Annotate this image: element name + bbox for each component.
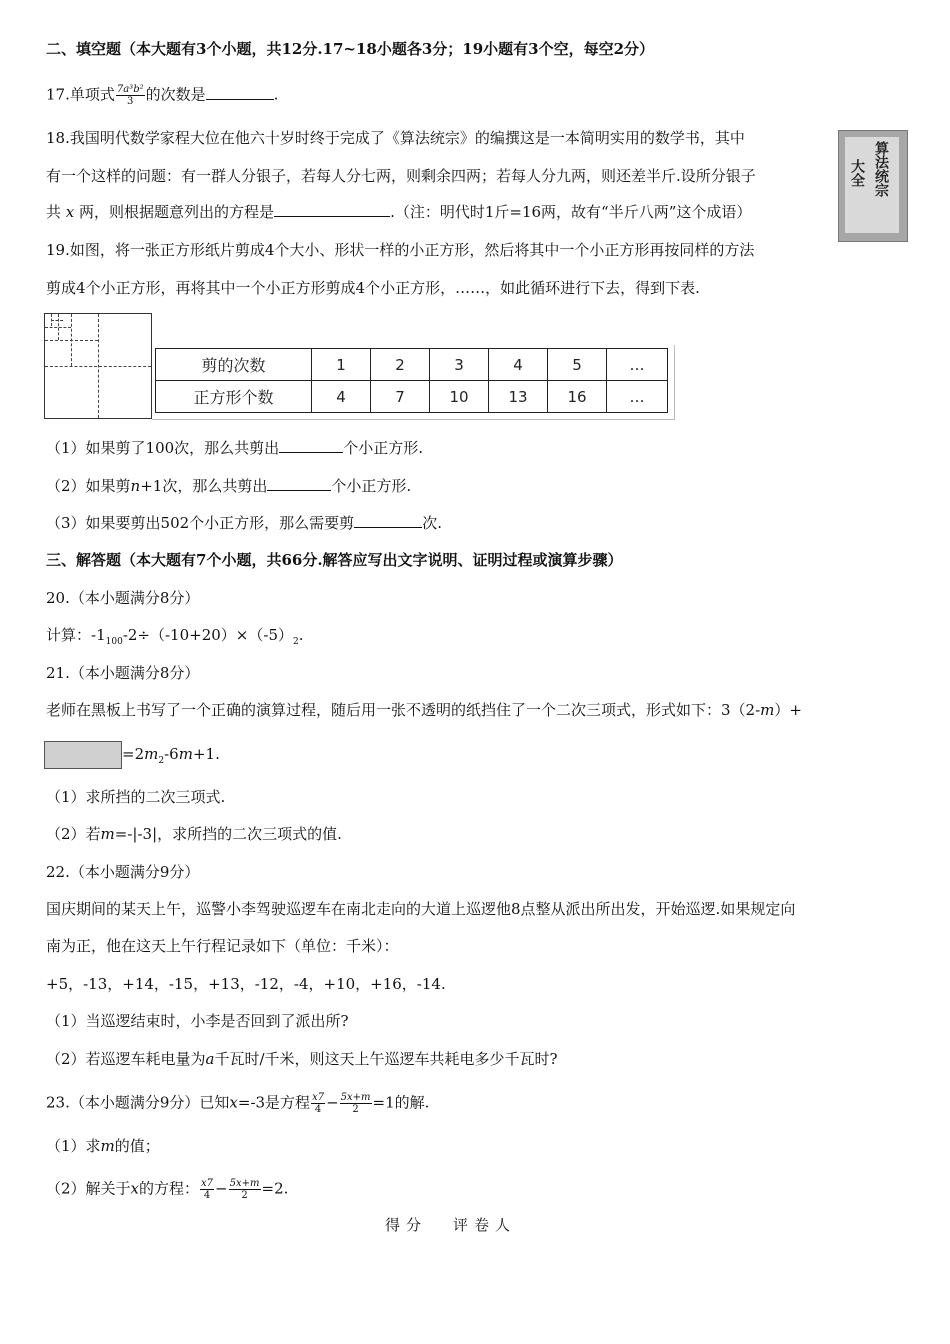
q17-frac-num: 7a³b² [116,84,144,95]
q19-p1-tail: 个小正方形. [343,439,423,457]
score-label: 得分 [385,1216,428,1234]
cut-line [71,314,72,366]
q23-p1-text: （1）求 [46,1137,101,1155]
q21-title: 21.（本小题满分8分） [46,664,200,682]
q22-part-2 [46,1049,558,1069]
q19-part-2 [46,476,411,496]
q17-end: . [273,85,279,104]
frac-den: 4 [314,1104,322,1115]
q19-p2-mid: +1次，那么共剪出 [140,477,268,495]
frac-den: 2 [241,1190,248,1201]
q20-text-a: 计算：-1 [46,626,106,644]
q21-part-2 [46,824,342,844]
q20-title: 20.（本小题满分8分） [46,589,200,607]
q22-p2-text: （2）若巡逻车耗电量为 [46,1050,206,1068]
q21-eq-c: +1. [192,745,220,763]
frac-num: 5x+m [229,1178,260,1189]
cut-line [51,314,52,326]
q17-frac-den: 3 [127,96,134,107]
square-cut-figure [44,313,152,419]
q20-expression [46,625,304,652]
q21-p2-tail: =-|-3|，求所挡的二次三项式的值. [114,825,342,843]
q18-line-1: 18.我国明代数学家程大位在他六十岁时终于完成了《算法统宗》的编撰这是一本简明实用的数学书，其中 [46,129,745,147]
q18-line-2: 有一个这样的问题：有一群人分银子，若每人分七两，则剩余四两；若每人分九两，则还差半斤.设所分银子 [46,167,756,185]
q17-suffix: 的次数是 [145,85,206,104]
q19-part-1 [46,438,423,458]
cell-cuts: 1 [312,349,371,381]
answer-blank[interactable] [354,513,422,528]
q19-line-1: 19.如图，将一张正方形纸片剪成4个大小、形状一样的小正方形，然后将其中一个小正方形再按同样的方法 [46,241,755,259]
frac-den: 2 [352,1104,359,1115]
grader-label: 评卷人 [453,1216,517,1234]
q23-title [46,1092,429,1115]
table-row-cuts [156,349,668,381]
covered-polynomial-box [44,741,122,769]
q19-p1-text: （1）如果剪了100次，那么共剪出 [46,439,280,457]
cell-squares: 13 [489,381,548,413]
frac-num: x7 [312,1092,325,1103]
cut-count-table [155,348,668,413]
q21-var-m: m [760,701,775,719]
q22-part-1: （1）当巡逻结束时，小李是否回到了派出所? [46,1012,349,1030]
question-17 [46,84,278,107]
suanfa-tongzong-book-image [838,130,908,242]
q17-prefix: 17.单项式 [46,85,115,104]
answer-blank[interactable] [274,202,390,217]
row-label-cuts: 剪的次数 [156,349,312,381]
q20-text-b: -2÷（-10+20）×（-5） [122,626,293,644]
section-heading-solve: 三、解答题（本大题有7个小题，共66分.解答应写出文字说明、证明过程或演算步骤） [46,551,623,569]
q22-data: +5，-13，+14，-15，+13，-12，-4，+10，+16，-14. [46,975,446,993]
minus-sign: − [326,1093,339,1112]
cut-line [98,314,99,418]
q23-part-2 [46,1178,288,1201]
q21-text-a: 老师在黑板上书写了一个正确的演算过程，随后用一张不透明的纸挡住了一个二次三项式，形式如下：3（2- [46,701,761,719]
q22-p2-tail: 千瓦时/千米，则这天上午巡逻车共耗电多少千瓦时? [214,1050,558,1068]
answer-blank[interactable] [206,85,274,100]
q23-p2-mid: 的方程： [139,1179,200,1198]
q20-exponent-100: 100 [105,637,123,647]
q19-p3-text: （3）如果要剪出502个小正方形，那么需要剪 [46,514,355,532]
cut-count-table-image [152,345,675,420]
q23-var-x: x [130,1179,140,1198]
cell-squares: … [607,381,668,413]
cell-cuts: 5 [548,349,607,381]
q23-fraction-2 [340,1092,372,1115]
q19-var-n: n [130,477,141,495]
cell-cuts: … [607,349,668,381]
cut-line [51,320,63,321]
q19-p2-text: （2）如果剪 [46,477,131,495]
q23-text-c: =1的解. [372,1093,430,1112]
minus-sign: − [215,1179,228,1198]
q18-var-x: x [65,203,75,221]
q23-var-x: x [229,1093,238,1112]
q22-var-a: a [205,1050,215,1068]
q21-var-m: m [144,745,159,763]
cell-squares: 7 [371,381,430,413]
cell-cuts: 2 [371,349,430,381]
q21-exponent-2: 2 [158,756,165,766]
q19-p2-tail: 个小正方形. [331,477,412,495]
q21-line-2 [44,741,220,771]
q23-p2-text: （2）解关于 [46,1179,131,1198]
q19-p3-tail: 次. [422,514,442,532]
q18-text-a: 共 [46,203,62,221]
q21-var-m: m [100,825,115,843]
cell-squares: 16 [548,381,607,413]
cell-cuts: 4 [489,349,548,381]
q21-eq-b: -6 [164,745,179,763]
frac-den: 4 [203,1190,211,1201]
q21-eq-a: =2 [122,745,145,763]
q23-p2-tail: =2. [261,1179,289,1198]
q23-text-a: 23.（本小题满分9分）已知 [46,1093,230,1112]
q21-var-m: m [178,745,193,763]
q23-text-b: =-3是方程 [237,1093,311,1112]
cell-squares: 10 [430,381,489,413]
q22-line-2: 南为正，他在这天上午行程记录如下（单位：千米）： [46,937,399,955]
q23-part-1 [46,1136,160,1156]
q19-line-2: 剪成4个小正方形，再将其中一个小正方形剪成4个小正方形，……，如此循环进行下去，得到下表. [46,279,700,297]
cut-line [58,314,59,340]
answer-blank[interactable] [267,476,331,491]
book-title-right: 算法统宗 [873,141,889,197]
q18-text-b: 两，则根据题意列出的方程是 [79,203,275,221]
q21-line-1 [46,700,802,720]
answer-blank[interactable] [279,438,343,453]
q22-title: 22.（本小题满分9分） [46,863,200,881]
book-title-left: 大全 [849,159,865,187]
q18-line-3 [46,202,751,222]
q21-text-b: ）+ [774,701,802,719]
table-row-squares [156,381,668,413]
frac-num: x7 [201,1178,214,1189]
q22-line-1: 国庆期间的某天上午，巡警小李驾驶巡逻车在南北走向的大道上巡逻他8点整从派出所出发，开始巡逻.如果规定向 [46,900,796,918]
q23-p2-fraction-1 [200,1178,214,1201]
q18-text-c: .（注：明代时1斤=16两，故有“半斤八两”这个成语） [390,203,752,221]
q20-text-c: . [298,626,304,644]
cell-cuts: 3 [430,349,489,381]
book-cover [845,137,899,233]
q20-exponent-2: 2 [292,637,299,647]
q19-part-3 [46,513,442,533]
q21-part-1: （1）求所挡的二次三项式. [46,788,226,806]
row-label-squares: 正方形个数 [156,381,312,413]
q23-var-m: m [100,1137,115,1155]
q23-p2-fraction-2 [229,1178,261,1201]
section-heading-fill-blank: 二、填空题（本大题有3个小题，共12分.17~18小题各3分；19小题有3个空，每空2分） [46,40,655,58]
q17-fraction [116,84,145,107]
q23-p1-tail: 的值； [114,1137,160,1155]
q21-p2-text: （2）若 [46,825,101,843]
frac-num: 5x+m [340,1092,371,1103]
cell-squares: 4 [312,381,371,413]
q23-fraction-1 [311,1092,325,1115]
